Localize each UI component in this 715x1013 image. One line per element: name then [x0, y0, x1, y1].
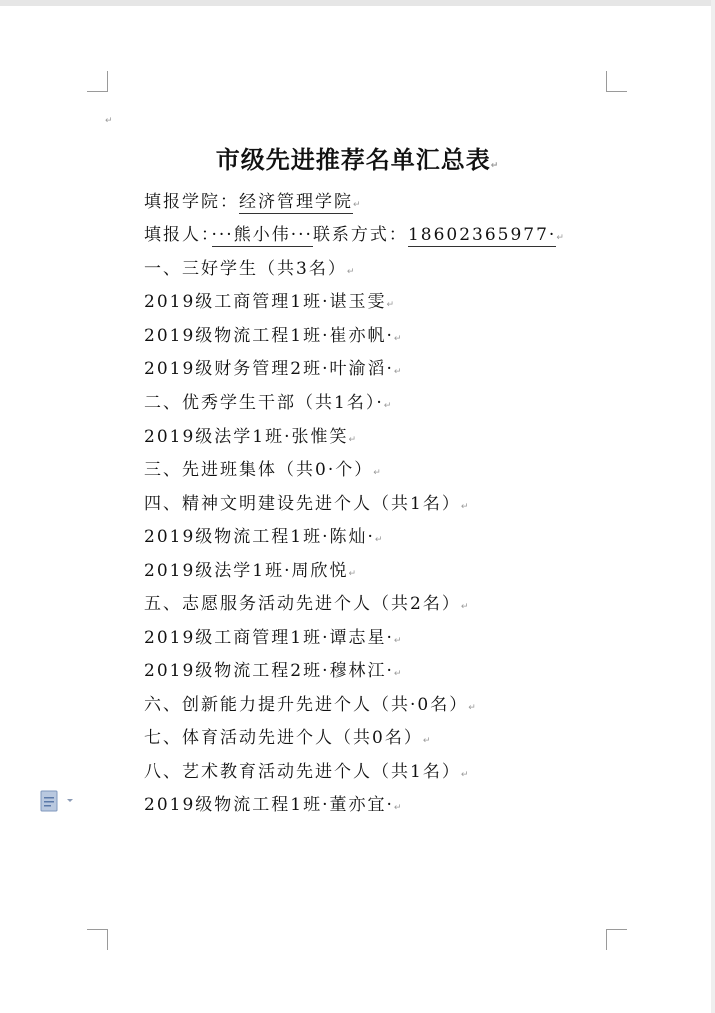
line-text: 六、创新能力提升先进个人（共·0名） — [144, 695, 469, 715]
line-text: 五、志愿服务活动先进个人（共2名） — [144, 594, 461, 614]
reporter-value: ···熊小伟··· — [211, 225, 313, 245]
line-text: 2019级工商管理1班·谌玉雯 — [144, 292, 387, 312]
line-text: 三、先进班集体（共0·个） — [144, 460, 374, 480]
list-item[interactable] — [144, 494, 470, 517]
paragraph-mark: ↵ — [422, 736, 433, 746]
list-item[interactable] — [144, 292, 396, 315]
document-title[interactable] — [0, 140, 715, 175]
paragraph-mark: ↵ — [373, 468, 383, 478]
contact-label: 联系方式： — [312, 225, 408, 245]
crop-mark-top-left — [87, 71, 108, 92]
list-item[interactable] — [144, 762, 470, 785]
line-text: 2019级物流工程2班·穆林江· — [144, 661, 394, 681]
college-label: 填报学院： — [144, 192, 239, 212]
paragraph-mark: ↵ — [348, 435, 359, 445]
paragraph-mark: ↵ — [346, 267, 357, 277]
reporter-line[interactable] — [144, 225, 566, 248]
paragraph-mark: ↵ — [556, 233, 566, 243]
paragraph-mark: ↵ — [460, 770, 471, 780]
list-item[interactable] — [144, 695, 478, 718]
line-text: 2019级财务管理2班·叶渝滔· — [144, 359, 394, 379]
paragraph-mark: ↵ — [393, 669, 404, 679]
line-text: 2019级法学1班·张惟笑 — [144, 427, 349, 447]
crop-mark-bottom-right — [606, 929, 627, 950]
clipboard-icon — [40, 790, 80, 814]
list-item[interactable] — [144, 728, 432, 751]
list-item[interactable] — [144, 259, 356, 282]
crop-mark-bottom-left — [87, 929, 108, 950]
list-item[interactable] — [144, 561, 358, 584]
list-item[interactable] — [144, 661, 403, 684]
paragraph-mark: ↵ — [393, 334, 404, 344]
paragraph-mark: ↵ — [386, 300, 397, 310]
paragraph-mark: ↵ — [460, 602, 471, 612]
line-text: 2019级物流工程1班·陈灿· — [144, 527, 375, 547]
paragraph-mark: ↵ — [348, 569, 359, 579]
paste-options-button[interactable] — [40, 790, 80, 818]
paragraph-mark: ↵ — [490, 161, 500, 171]
list-item[interactable] — [144, 359, 403, 382]
title-text: 市级先进推荐名单汇总表 — [215, 145, 491, 174]
line-text: 四、精神文明建设先进个人（共1名） — [144, 494, 461, 514]
paragraph-mark: ↵ — [393, 367, 404, 377]
line-text: 2019级物流工程1班·崔亦帆· — [144, 326, 394, 346]
line-text: 一、三好学生（共3名） — [144, 259, 347, 279]
crop-mark-top-right — [606, 71, 627, 92]
paragraph-mark: ↵ — [353, 200, 363, 210]
paragraph-mark: ↵ — [383, 401, 394, 411]
paragraph-mark: ↵ — [460, 502, 471, 512]
window-top-strip — [0, 0, 715, 6]
list-item[interactable] — [144, 393, 393, 416]
paragraph-mark: ↵ — [393, 636, 404, 646]
college-value: 经济管理学院 — [239, 192, 353, 212]
list-item[interactable] — [144, 326, 403, 349]
reporter-label: 填报人： — [144, 225, 212, 245]
line-text: 八、艺术教育活动先进个人（共1名） — [144, 762, 461, 782]
list-item[interactable] — [144, 527, 384, 550]
list-item[interactable] — [144, 427, 358, 450]
paragraph-mark: ↵ — [374, 535, 385, 545]
paragraph-mark: ↵ — [105, 116, 113, 126]
list-item[interactable] — [144, 628, 403, 651]
paragraph-mark: ↵ — [468, 703, 478, 713]
college-line[interactable] — [144, 192, 363, 215]
list-item[interactable] — [144, 795, 403, 818]
line-text: 七、体育活动先进个人（共0名） — [144, 728, 423, 748]
list-item[interactable] — [144, 460, 383, 483]
line-text: 2019级法学1班·周欣悦 — [144, 561, 349, 581]
line-text: 2019级物流工程1班·董亦宜· — [144, 795, 394, 815]
line-text: 2019级工商管理1班·谭志星· — [144, 628, 394, 648]
line-text: 二、优秀学生干部（共1名）· — [144, 393, 384, 413]
contact-value: 18602365977· — [407, 225, 557, 245]
paragraph-mark: ↵ — [393, 803, 404, 813]
list-item[interactable] — [144, 594, 470, 617]
